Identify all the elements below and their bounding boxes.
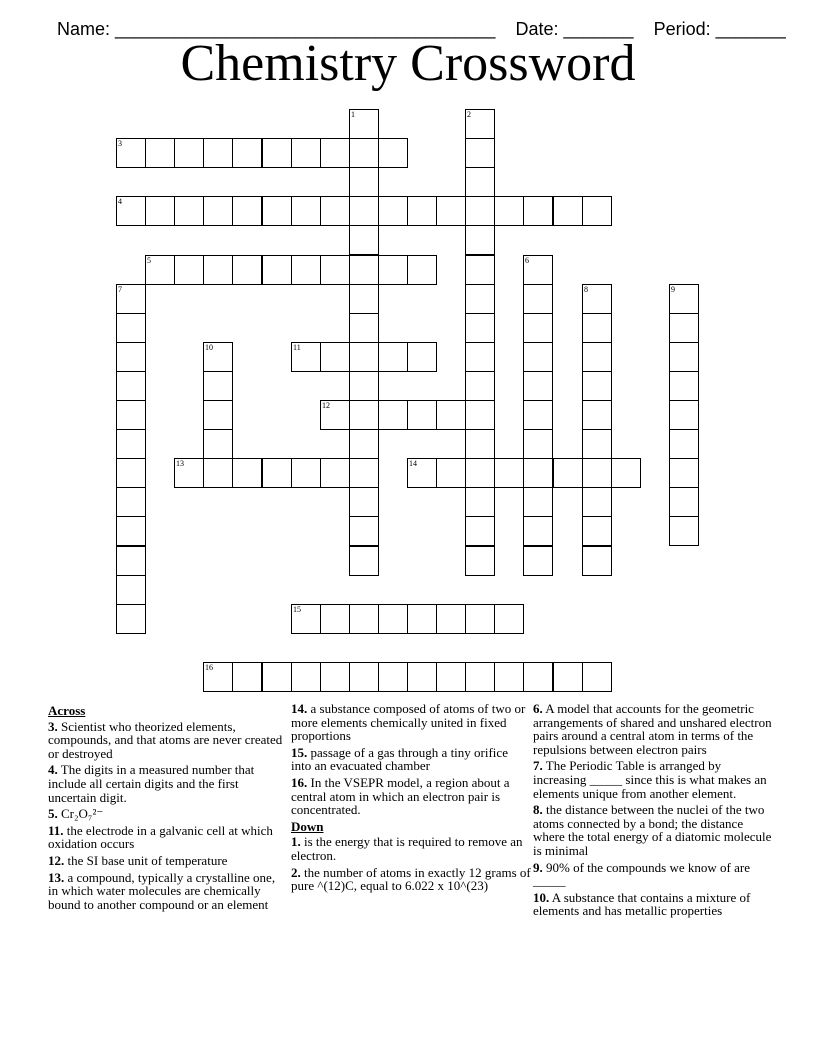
crossword-cell[interactable] — [262, 662, 292, 692]
crossword-cell[interactable] — [669, 371, 699, 401]
clue-text: the SI base unit of temperature — [67, 852, 228, 868]
crossword-cell[interactable] — [582, 342, 612, 372]
crossword-cell[interactable] — [174, 138, 204, 168]
crossword-cell[interactable] — [582, 284, 612, 314]
clue-text: Cr₂O₇²⁻ — [61, 806, 104, 822]
crossword-cell[interactable] — [523, 313, 553, 343]
crossword-cell[interactable] — [232, 255, 262, 285]
clue-text: 90% of the compounds we know of are _____ — [533, 859, 750, 889]
crossword-cell[interactable] — [465, 458, 495, 488]
clue-down-6 — [533, 702, 773, 756]
crossword-cell[interactable] — [465, 313, 495, 343]
crossword-cell[interactable] — [465, 342, 495, 372]
clue-text: the number of atoms in exactly 12 grams of pure ^(12)C, equal to 6.022 x 10^(23) — [291, 864, 531, 894]
crossword-cell[interactable] — [349, 662, 379, 692]
clue-number-label: 16 — [205, 663, 213, 672]
crossword-cell[interactable] — [582, 429, 612, 459]
page-title: Chemistry Crossword — [180, 35, 636, 92]
crossword-cell[interactable] — [669, 284, 699, 314]
clues-column-1 — [48, 702, 288, 914]
crossword-cell[interactable] — [582, 487, 612, 517]
clue-number-label: 11 — [293, 343, 301, 352]
clue-number: 1. — [291, 834, 301, 850]
crossword-cell[interactable] — [116, 400, 146, 430]
crossword-cell[interactable] — [203, 196, 233, 226]
crossword-cell[interactable] — [436, 400, 466, 430]
crossword-cell[interactable] — [407, 400, 437, 430]
crossword-cell[interactable] — [262, 255, 292, 285]
clue-number: 12. — [48, 852, 65, 868]
crossword-cell[interactable] — [349, 284, 379, 314]
crossword-cell[interactable] — [465, 138, 495, 168]
crossword-cell[interactable] — [232, 196, 262, 226]
crossword-cell[interactable] — [116, 313, 146, 343]
crossword-cell[interactable] — [145, 196, 175, 226]
clue-across-3 — [48, 720, 288, 761]
crossword-cell[interactable] — [349, 546, 379, 576]
clue-across-16 — [291, 776, 531, 817]
clue-down-1 — [291, 835, 531, 862]
crossword-cell[interactable] — [465, 284, 495, 314]
crossword-cell[interactable] — [582, 371, 612, 401]
clue-number-label: 7 — [118, 285, 122, 294]
clue-text: the distance between the nuclei of the two atoms connected by a bond; the distance where the total energy of a diatomic molecule is minimal — [533, 802, 772, 858]
crossword-cell[interactable] — [349, 487, 379, 517]
crossword-cell[interactable] — [669, 429, 699, 459]
crossword-cell[interactable] — [523, 342, 553, 372]
crossword-cell[interactable] — [291, 458, 321, 488]
name-field[interactable]: Name: ______________________________________ — [57, 19, 496, 39]
crossword-cell[interactable] — [407, 196, 437, 226]
crossword-cell[interactable] — [349, 225, 379, 255]
clue-across-11 — [48, 824, 288, 851]
crossword-cell[interactable] — [349, 458, 379, 488]
crossword-cell[interactable] — [465, 662, 495, 692]
clue-number-label: 6 — [525, 256, 529, 265]
clue-number-label: 5 — [147, 256, 151, 265]
crossword-cell[interactable] — [582, 313, 612, 343]
crossword-cell[interactable] — [232, 138, 262, 168]
crossword-cell[interactable] — [116, 371, 146, 401]
crossword-cell[interactable] — [203, 342, 233, 372]
clue-text: The Periodic Table is arranged by increasing _____ since this is what makes an elements unique from another element. — [533, 758, 767, 801]
crossword-cell[interactable] — [465, 400, 495, 430]
crossword-cell[interactable] — [320, 255, 350, 285]
crossword-cell[interactable] — [320, 400, 350, 430]
clue-down-7 — [533, 759, 773, 800]
crossword-cell[interactable] — [407, 662, 437, 692]
clue-number-label: 2 — [467, 110, 471, 119]
crossword-cell[interactable] — [116, 487, 146, 517]
crossword-cell[interactable] — [174, 196, 204, 226]
crossword-cell[interactable] — [523, 429, 553, 459]
crossword-cell[interactable] — [291, 604, 321, 634]
crossword-cell[interactable] — [262, 138, 292, 168]
crossword-cell[interactable] — [145, 255, 175, 285]
crossword-cell[interactable] — [349, 109, 379, 139]
crossword-cell[interactable] — [349, 429, 379, 459]
crossword-cell[interactable] — [145, 138, 175, 168]
clue-number-label: 4 — [118, 197, 122, 206]
crossword-cell[interactable] — [611, 458, 641, 488]
crossword-cell[interactable] — [349, 342, 379, 372]
clue-number: 2. — [291, 864, 301, 880]
crossword-cell[interactable] — [494, 196, 524, 226]
clue-number: 10. — [533, 889, 550, 905]
crossword-cell[interactable] — [553, 662, 583, 692]
crossword-cell[interactable] — [669, 400, 699, 430]
clue-number-label: 1 — [351, 110, 355, 119]
crossword-cell[interactable] — [116, 516, 146, 546]
crossword-cell[interactable] — [523, 284, 553, 314]
crossword-cell[interactable] — [494, 458, 524, 488]
clue-number: 5. — [48, 806, 58, 822]
clue-number: 16. — [291, 774, 308, 790]
crossword-cell[interactable] — [669, 458, 699, 488]
clue-number-label: 15 — [293, 605, 301, 614]
crossword-cell[interactable] — [669, 313, 699, 343]
crossword-cell[interactable] — [378, 342, 408, 372]
crossword-cell[interactable] — [436, 458, 466, 488]
crossword-cell[interactable] — [116, 546, 146, 576]
clues-column-3 — [533, 702, 773, 921]
crossword-cell[interactable] — [465, 109, 495, 139]
clue-number-label: 8 — [584, 285, 588, 294]
crossword-cell[interactable] — [320, 138, 350, 168]
clue-across-12 — [48, 854, 288, 868]
clues-column-2 — [291, 702, 531, 896]
crossword-cell[interactable] — [465, 167, 495, 197]
clue-down-2 — [291, 866, 531, 893]
crossword-cell[interactable] — [523, 516, 553, 546]
clue-number: 15. — [291, 744, 308, 760]
crossword-cell[interactable] — [582, 400, 612, 430]
clue-number-label: 13 — [176, 459, 184, 468]
crossword-cell[interactable] — [203, 371, 233, 401]
clue-across-5 — [48, 807, 288, 821]
crossword-cell[interactable] — [116, 604, 146, 634]
clue-text: passage of a gas through a tiny orifice into an evacuated chamber — [291, 744, 508, 774]
crossword-cell[interactable] — [349, 371, 379, 401]
crossword-cell[interactable] — [349, 138, 379, 168]
crossword-cell[interactable] — [203, 255, 233, 285]
crossword-cell[interactable] — [523, 371, 553, 401]
crossword-cell[interactable] — [465, 196, 495, 226]
crossword-cell[interactable] — [349, 313, 379, 343]
crossword-cell[interactable] — [465, 546, 495, 576]
clue-number: 9. — [533, 859, 543, 875]
crossword-cell[interactable] — [262, 196, 292, 226]
crossword-cell[interactable] — [203, 138, 233, 168]
crossword-cell[interactable] — [378, 662, 408, 692]
crossword-cell[interactable] — [465, 255, 495, 285]
crossword-cell[interactable] — [174, 458, 204, 488]
crossword-cell[interactable] — [523, 196, 553, 226]
clue-number: 4. — [48, 762, 58, 778]
clue-number-label: 12 — [322, 401, 330, 410]
crossword-cell[interactable] — [203, 400, 233, 430]
crossword-cell[interactable] — [582, 196, 612, 226]
crossword-cell[interactable] — [378, 400, 408, 430]
crossword-cell[interactable] — [669, 487, 699, 517]
crossword-cell[interactable] — [232, 662, 262, 692]
crossword-cell[interactable] — [465, 604, 495, 634]
crossword-cell[interactable] — [349, 167, 379, 197]
clue-number: 7. — [533, 758, 543, 774]
crossword-cell[interactable] — [494, 662, 524, 692]
crossword-cell[interactable] — [494, 604, 524, 634]
crossword-cell[interactable] — [116, 284, 146, 314]
crossword-cell[interactable] — [407, 342, 437, 372]
crossword-cell[interactable] — [669, 516, 699, 546]
clue-across-15 — [291, 746, 531, 773]
across-heading: Across — [48, 703, 86, 718]
period-field[interactable]: Period: _______ — [653, 19, 786, 39]
clue-number: 14. — [291, 701, 308, 716]
clue-number-label: 10 — [205, 343, 213, 352]
clue-down-10 — [533, 891, 773, 918]
crossword-cell[interactable] — [320, 196, 350, 226]
crossword-cell[interactable] — [582, 458, 612, 488]
crossword-cell[interactable] — [291, 255, 321, 285]
clue-text: The digits in a measured number that include all certain digits and the first uncertain digit. — [48, 762, 255, 805]
crossword-cell[interactable] — [378, 196, 408, 226]
date-field[interactable]: Date: _______ — [515, 19, 634, 39]
crossword-cell[interactable] — [523, 458, 553, 488]
crossword-cell[interactable] — [407, 458, 437, 488]
clue-number: 6. — [533, 701, 543, 716]
crossword-cell[interactable] — [262, 458, 292, 488]
crossword-cell[interactable] — [203, 662, 233, 692]
crossword-cell[interactable] — [465, 516, 495, 546]
crossword-cell[interactable] — [669, 342, 699, 372]
crossword-cell[interactable] — [116, 575, 146, 605]
clue-across-14 — [291, 702, 531, 743]
crossword-cell[interactable] — [203, 458, 233, 488]
crossword-cell[interactable] — [291, 196, 321, 226]
clue-text: A substance that contains a mixture of elements and has metallic properties — [533, 889, 751, 919]
crossword-cell[interactable] — [523, 662, 553, 692]
clue-number: 13. — [48, 869, 65, 885]
down-heading: Down — [291, 818, 324, 834]
clue-number-label: 9 — [671, 285, 675, 294]
clue-number: 8. — [533, 802, 543, 818]
clue-number: 11. — [48, 822, 64, 838]
clue-text: a compound, typically a crystalline one, in which water molecules are chemically bound to another compound or an element — [48, 869, 276, 912]
clue-across-4 — [48, 763, 288, 804]
clue-text: the electrode in a galvanic cell at which oxidation occurs — [48, 822, 273, 852]
crossword-cell[interactable] — [465, 371, 495, 401]
crossword-cell[interactable] — [232, 458, 262, 488]
clue-down-9 — [533, 861, 773, 888]
crossword-cell[interactable] — [320, 342, 350, 372]
crossword-cell[interactable] — [378, 255, 408, 285]
crossword-cell[interactable] — [116, 429, 146, 459]
crossword-cell[interactable] — [116, 196, 146, 226]
crossword-cell[interactable] — [174, 255, 204, 285]
crossword-cell[interactable] — [349, 516, 379, 546]
clue-number-label: 14 — [409, 459, 417, 468]
crossword-cell[interactable] — [523, 546, 553, 576]
clue-text: is the energy that is required to remove an electron. — [291, 834, 523, 863]
crossword-cell[interactable] — [465, 487, 495, 517]
crossword-cell[interactable] — [291, 342, 321, 372]
crossword-cell[interactable] — [523, 487, 553, 517]
crossword-cell[interactable] — [320, 458, 350, 488]
crossword-cell[interactable] — [582, 546, 612, 576]
crossword-cell[interactable] — [349, 400, 379, 430]
clue-number: 3. — [48, 718, 58, 734]
crossword-cell[interactable] — [378, 138, 408, 168]
clue-text: a substance composed of atoms of two or more elements chemically united in fixed proportions — [291, 701, 526, 744]
clue-number-label: 3 — [118, 139, 122, 148]
crossword-cell[interactable] — [291, 662, 321, 692]
crossword-cell[interactable] — [116, 342, 146, 372]
clue-across-13 — [48, 871, 288, 912]
clue-text: Scientist who theorized elements, compounds, and that atoms are never created or destroyed — [48, 718, 283, 761]
crossword-cell[interactable] — [320, 604, 350, 634]
crossword-cell[interactable] — [116, 458, 146, 488]
crossword-cell[interactable] — [523, 400, 553, 430]
crossword-cell[interactable] — [582, 516, 612, 546]
crossword-cell[interactable] — [203, 429, 233, 459]
clue-text: A model that accounts for the geometric arrangements of shared and unshared electron pairs around a central atom in terms of the repulsions between electron pairs — [533, 701, 772, 757]
crossword-cell[interactable] — [407, 255, 437, 285]
clue-text: In the VSEPR model, a region about a central atom in which an electron pair is concentrated. — [291, 774, 510, 818]
crossword-cell[interactable] — [523, 255, 553, 285]
crossword-cell[interactable] — [436, 196, 466, 226]
crossword-cell[interactable] — [436, 662, 466, 692]
crossword-cell[interactable] — [436, 604, 466, 634]
crossword-cell[interactable] — [553, 458, 583, 488]
crossword-cell[interactable] — [349, 604, 379, 634]
crossword-cell[interactable] — [291, 138, 321, 168]
crossword-cell[interactable] — [465, 225, 495, 255]
crossword-cell[interactable] — [582, 662, 612, 692]
crossword-cell[interactable] — [320, 662, 350, 692]
crossword-cell[interactable] — [116, 138, 146, 168]
crossword-cell[interactable] — [465, 429, 495, 459]
crossword-cell[interactable] — [378, 604, 408, 634]
crossword-cell[interactable] — [349, 255, 379, 285]
crossword-cell[interactable] — [553, 196, 583, 226]
crossword-cell[interactable] — [349, 196, 379, 226]
clue-down-8 — [533, 803, 773, 857]
crossword-cell[interactable] — [407, 604, 437, 634]
